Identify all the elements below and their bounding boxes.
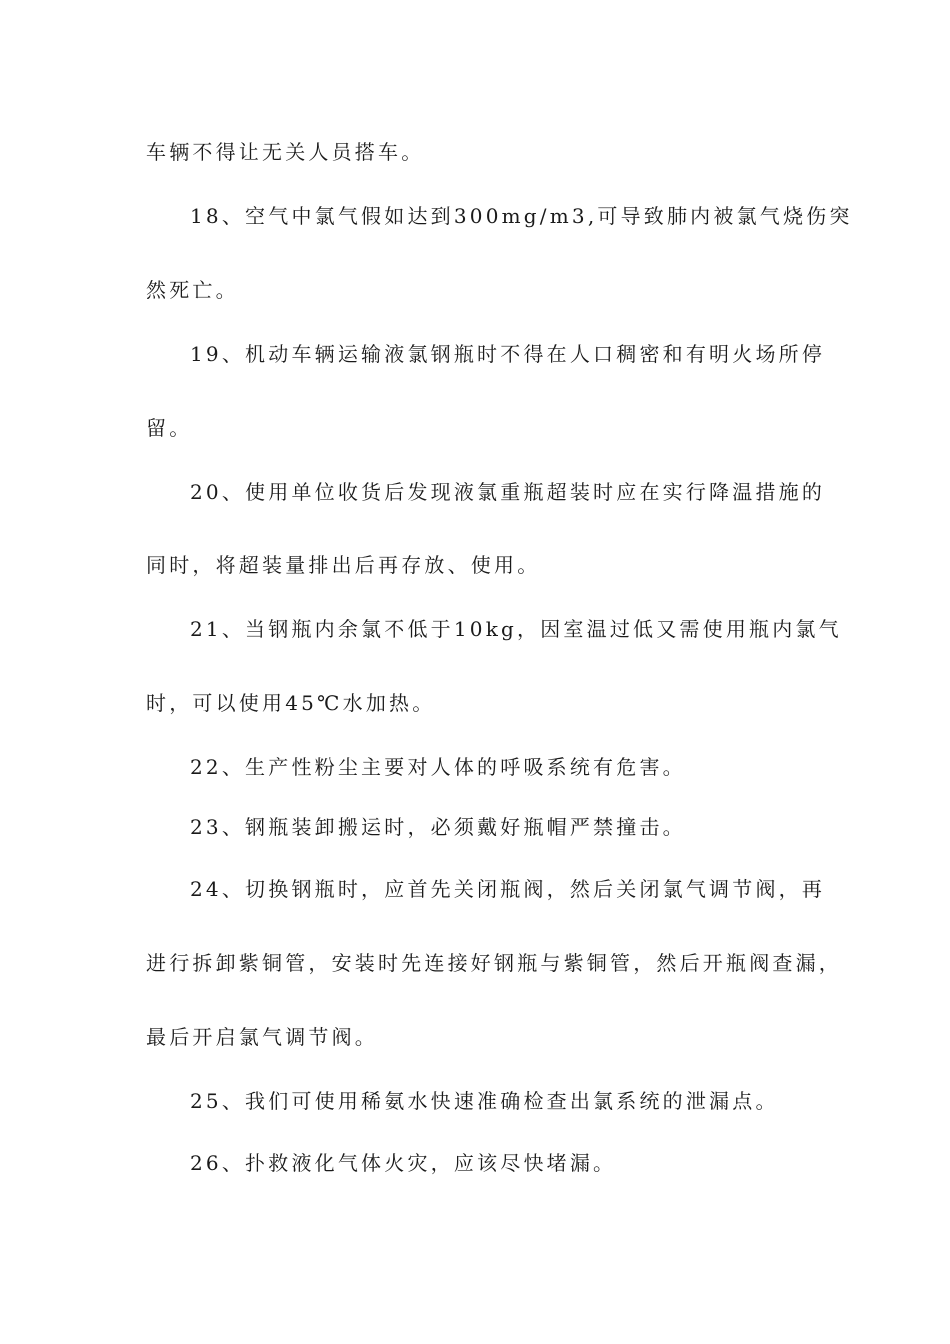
text-line: 车辆不得让无关人员搭车。 <box>146 140 425 164</box>
text-line: 26、扑救液化气体火灾，应该尽快堵漏。 <box>190 1151 617 1175</box>
text-line: 最后开启氯气调节阀。 <box>146 1025 378 1049</box>
text-line: 然死亡。 <box>146 278 239 302</box>
text-line: 25、我们可使用稀氨水快速准确检查出氯系统的泄漏点。 <box>190 1089 779 1113</box>
text-line: 同时，将超装量排出后再存放、使用。 <box>146 553 541 577</box>
text-line: 19、机动车辆运输液氯钢瓶时不得在人口稠密和有明火场所停 <box>190 342 826 366</box>
text-line: 18、空气中氯气假如达到300mg/m3,可导致肺内被氯气烧伤突 <box>190 204 853 228</box>
text-line: 23、钢瓶装卸搬运时，必须戴好瓶帽严禁撞击。 <box>190 815 686 839</box>
text-line: 留。 <box>146 416 193 440</box>
text-line: 时，可以使用45℃水加热。 <box>146 691 436 715</box>
text-line: 20、使用单位收货后发现液氯重瓶超装时应在实行降温措施的 <box>190 480 826 504</box>
text-line: 24、切换钢瓶时，应首先关闭瓶阀，然后关闭氯气调节阀，再 <box>190 877 826 901</box>
text-line: 22、生产性粉尘主要对人体的呼吸系统有危害。 <box>190 755 686 779</box>
text-line: 进行拆卸紫铜管，安装时先连接好钢瓶与紫铜管，然后开瓶阀查漏， <box>146 951 842 975</box>
text-line: 21、当钢瓶内余氯不低于10kg，因室温过低又需使用瓶内氯气 <box>190 617 842 641</box>
